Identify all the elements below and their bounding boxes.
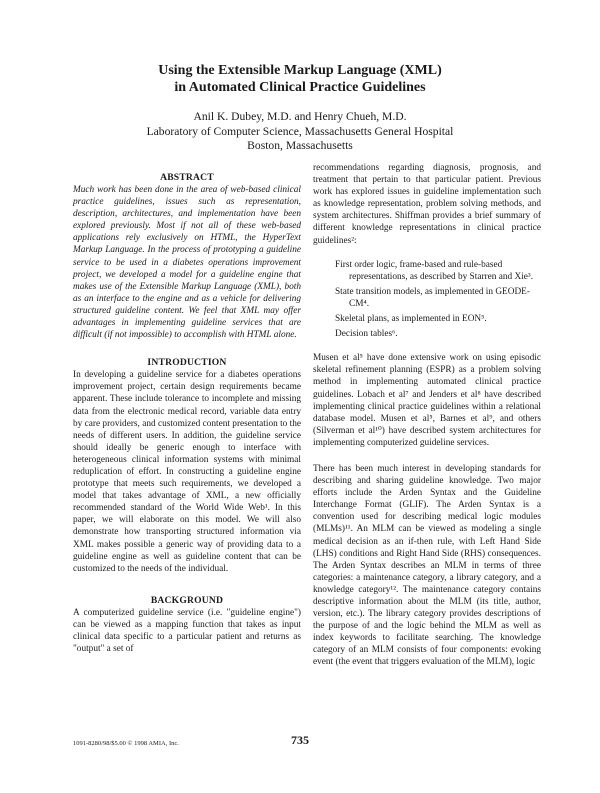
list-item: Decision tables⁶.: [335, 329, 398, 340]
title-line-1: Using the Extensible Markup Language (XML): [158, 63, 442, 78]
background-heading: BACKGROUND: [150, 594, 224, 606]
right-column: [313, 162, 541, 669]
list-item: State transition models, as implemented in GEODE-CM⁴.: [335, 286, 530, 309]
author-block: [60, 110, 540, 154]
right-paragraph-3: There has been much interest in developing standards for describing and sharing guideline knowledge. Two major efforts include the Arden Syntax and the Guideline Interchange Format (GLIF). The Arden Syntax is a convention used for describing medical logic modules (MLMs)¹¹. An MLM can be viewed as modeling a single medical decision as an if-then rule, with Left Hand Side (LHS) conditions and Right Hand Side (RHS) consequences. The Arden Syntax describes an MLM in terms of three categories: a maintenance category, a library category, and a knowledge category¹². The maintenance category contains descriptive information about the MLM (its title, author, version, etc.). The library category provides descriptions of the purpose of and the logic behind the MLM as well as index keywords to facilitate searching. The knowledge category of an MLM consists of four components: evoking event (the event that triggers evaluation of the MLM), logic: [313, 463, 541, 668]
page-number: 735: [291, 733, 309, 747]
list-item: Skeletal plans, as implemented in EON⁵.: [335, 314, 487, 325]
abstract-text: Much work has been done in the area of web-based clinical practice guidelines, issues such as representation, description, architectures, and implementation have been explored previously. Most if not all of these web-based applications rely exclusively on HTML, the HyperText Markup Language. In the process of prototyping a guideline service to be used in a diabetes operations improvement project, we developed a model for a guideline engine that makes use of the Extensible Markup Language (XML), both as an interface to the engine and as a vehicle for delivering structured guideline content. We feel that XML may offer advantages in implementing guideline services that are difficult (if not impossible) to accomplish with HTML alone.: [73, 185, 301, 341]
abstract-heading: ABSTRACT: [160, 172, 214, 183]
copyright-notice: 1091-8280/98/$5.00 © 1998 AMIA, Inc.: [73, 740, 179, 747]
author-affiliation: Laboratory of Computer Science, Massachusetts General Hospital: [146, 124, 454, 138]
introduction-heading: INTRODUCTION: [147, 357, 227, 369]
left-column: [73, 172, 301, 655]
title-line-2: in Automated Clinical Practice Guidelines: [174, 80, 426, 95]
background-text: A computerized guideline service (i.e. "guideline engine") can be viewed as a mapping function that takes as input clinical data specific to a particular patient and returns as "output" a set of: [73, 607, 301, 655]
right-paragraph-2: Musen et al⁵ have done extensive work on using episodic skeletal refinement planning (ESPR) as a problem solving method in implementing automated clinical practice guidelines. Lobach et al⁷ and Jenders et al⁸ have described implementing clinical practice guidelines within a relational database model. Musen et al⁵, Barnes et al⁹, and others (Silverman et al¹⁰) have described system architectures for implementing computerized guideline services.: [313, 353, 541, 448]
list-item: First order logic, frame-based and rule-based representations, as described by Starren and Xie³.: [335, 259, 534, 282]
author-names: Anil K. Dubey, M.D. and Henry Chueh, M.D.: [193, 110, 407, 123]
author-location: Boston, Massachusetts: [247, 139, 353, 152]
introduction-text: In developing a guideline service for a diabetes operations improvement project, certain design requirements became apparent. These include tolerance to incomplete and missing data from the electronic medical record, variable data entry by care providers, and customized content presentation to the needs of different users. In addition, the guideline service should ideally be generic enough to interface with heterogeneous clinical information systems with minimal reduplication of effort. In constructing a guideline engine prototype that meets such requirements, we developed a model that takes advantage of XML, a new officially recommended standard of the World Wide Web¹. In this paper, we will elaborate on this model. We will also demonstrate how transporting structured information via XML makes possible a generic way of providing data to a guideline engine as well as guideline content that can be customized to the needs of the individual.: [73, 370, 301, 574]
representation-list: [335, 259, 541, 341]
right-paragraph-1: recommendations regarding diagnosis, prognosis, and treatment that pertain to that particular patient. Previous work has explored issues in guideline implementation such as knowledge representation, problem solving methods, and system architectures. Shiffman provides a brief summary of different knowledge representations in clinical practice guidelines²:: [313, 163, 541, 246]
paper-title: [60, 62, 540, 96]
